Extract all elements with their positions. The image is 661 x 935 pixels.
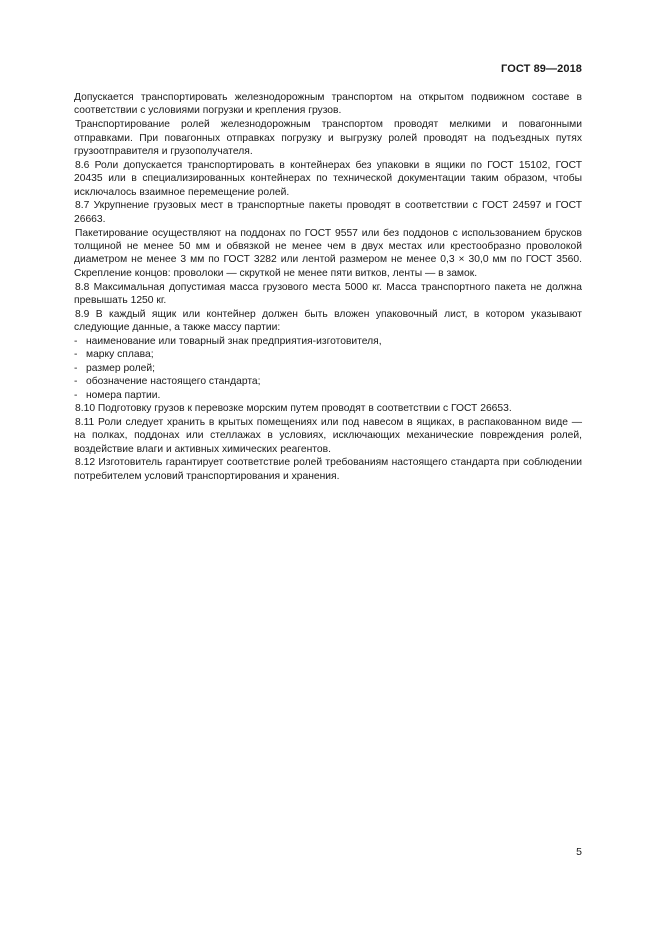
paragraph bbox=[74, 91, 582, 118]
paragraph-8-8: 8.8 Максимальная допустимая масса грузового места 5000 кг. Масса транспортного пакета не должна превышать 1250 кг. bbox=[74, 281, 582, 307]
list-dash: - bbox=[74, 349, 78, 361]
paragraph-8-6: 8.6 Роли допускается транспортировать в контейнерах без упаковки в ящики по ГОСТ 15102, ГОСТ 20435 или в специализированных контейнерах по технической документации таким образом, чтобы исключалось взаимное перемещение ролей. bbox=[74, 159, 582, 198]
list-item-text: размер ролей; bbox=[86, 362, 156, 374]
document-body bbox=[74, 91, 582, 484]
paragraph-text: Допускается транспортировать железнодорожным транспортом на открытом подвижном составе в соответствии с условиями погрузки и крепления грузов. bbox=[74, 92, 582, 117]
paragraph-8-9: 8.9 В каждый ящик или контейнер должен быть вложен упаковочный лист, в котором указывают следующие данные, а также массу партии: bbox=[74, 308, 582, 334]
list-item-text: наименование или товарный знак предприятия-изготовителя, bbox=[86, 336, 382, 348]
list-item bbox=[74, 348, 582, 361]
list-dash: - bbox=[74, 376, 78, 388]
list-item-text: марку сплава; bbox=[86, 349, 154, 361]
list-item-text: номера партии. bbox=[86, 389, 161, 401]
paragraph-8-11: 8.11 Роли следует хранить в крытых помещениях или под навесом в ящиках, в распакованном виде — на полках, поддонах или стеллажах в условиях, исключающих механические повреждения ролей, воздействие влаги и активных химических реагентов. bbox=[74, 416, 582, 455]
list-item bbox=[74, 362, 582, 375]
paragraph: Пакетирование осуществляют на поддонах по ГОСТ 9557 или без поддонов с использованием брусков толщиной не менее 50 мм и обвязкой не менее чем в двух местах или крестообразно проволокой диаметром не менее 3 мм по ГОСТ 3282 или лентой размером не менее 0,3 × 30,0 мм по ГОСТ 3560. Скрепление концов: проволоки — скруткой не менее пяти витков, ленты — в замок. bbox=[74, 227, 582, 279]
packing-list-items bbox=[74, 335, 582, 402]
paragraph-8-7: 8.7 Укрупнение грузовых мест в транспортные пакеты проводят в соответствии с ГОСТ 24597 и ГОСТ 26663. bbox=[74, 200, 582, 225]
list-item bbox=[74, 375, 582, 388]
paragraph-8-12: 8.12 Изготовитель гарантирует соответствие ролей требованиям настоящего стандарта при соблюдении потребителем условий транспортирования и хранения. bbox=[74, 457, 582, 482]
list-item-text: обозначение настоящего стандарта; bbox=[86, 376, 261, 388]
paragraph: Транспортирование ролей железнодорожным транспортом проводят мелкими и повагонными отправками. При повагонных отправках погрузку и выгрузку ролей проводят на подъездных путях грузоотправителя и грузополучателя. bbox=[74, 119, 582, 158]
list-dash: - bbox=[74, 362, 78, 374]
list-dash: - bbox=[74, 336, 78, 348]
list-item bbox=[74, 335, 582, 348]
paragraph-8-10: 8.10 Подготовку грузов к перевозке морским путем проводят в соответствии с ГОСТ 26653. bbox=[75, 403, 512, 415]
page-number: 5 bbox=[576, 846, 582, 858]
standard-code: ГОСТ 89—2018 bbox=[501, 63, 582, 75]
list-item bbox=[74, 389, 582, 402]
list-dash: - bbox=[74, 389, 78, 401]
